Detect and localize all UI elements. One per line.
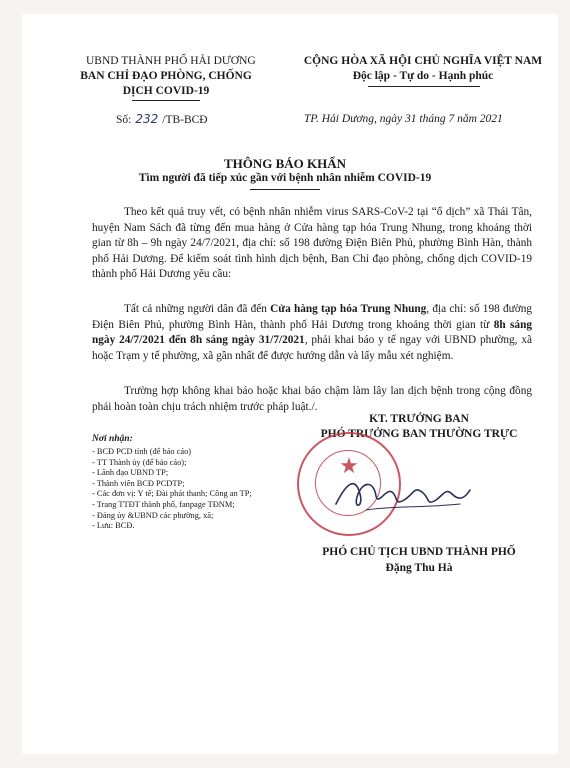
header-right-underline <box>368 86 480 87</box>
recipient-item: - Đảng ủy &UBND các phường, xã; <box>92 510 214 520</box>
recipient-item: - Thành viên BCĐ PCDTP; <box>92 478 185 488</box>
signatory-title: PHÓ TRƯỞNG BAN THƯỜNG TRỰC <box>320 428 518 440</box>
handwritten-signature <box>330 470 490 520</box>
document-number: Số: 232 /TB-BCĐ <box>116 112 208 126</box>
issuing-committee: BAN CHỈ ĐẠO PHÒNG, CHỐNG <box>80 70 252 82</box>
recipient-item: - TT Thành ủy (để báo cáo); <box>92 457 187 467</box>
signatory-name: Đặng Thu Hà <box>385 562 453 574</box>
signatory-position: PHÓ CHỦ TỊCH UBND THÀNH PHỐ <box>322 546 516 558</box>
issuing-committee-line2: DỊCH COVID-19 <box>122 85 210 97</box>
recipient-item: - Trang TTĐT thành phố, fanpage TĐNM; <box>92 499 235 509</box>
recipients-heading: Nơi nhận: <box>92 434 133 444</box>
document-subtitle: Tìm người đã tiếp xúc gần với bệnh nhân nhiễm COVID-19 <box>138 172 432 184</box>
body-paragraph-2: Tất cả những người dân đã đến Cửa hàng tạp hóa Trung Nhung, địa chỉ: số 198 đường Điện Biên Phủ, phường Bình Hàn, thành phố Hải Dương trong khoảng thời gian từ 8h sáng ngày 24/7/2021 đến 8h sáng ngày 31/7/2021, phải khai báo y tế ngay với UBND phường, xã hoặc Trạm y tế phường, xã gần nhất để được hướng dẫn và lấy mẫu xét nghiệm. <box>92 303 533 362</box>
document-title: THÔNG BÁO KHẨN <box>223 156 347 171</box>
country-name: CỘNG HÒA XÃ HỘI CHỦ NGHĨA VIỆT NAM <box>303 55 543 67</box>
title-underline <box>250 189 320 190</box>
place-and-date: TP. Hải Dương, ngày 31 tháng 7 năm 2021 <box>304 113 503 125</box>
recipient-item: - Lưu: BCĐ. <box>92 521 135 531</box>
recipient-item: - Lãnh đạo UBND TP; <box>92 468 169 478</box>
seal-star-icon: ★ <box>339 454 359 479</box>
signatory-role: KT. TRƯỞNG BAN <box>369 413 469 425</box>
recipient-item: - Các đơn vị: Y tế; Đài phát thanh; Công an TP; <box>92 489 252 499</box>
recipients-list <box>92 447 252 532</box>
recipient-item: - BCĐ PCD tỉnh (để báo cáo) <box>92 447 192 456</box>
issuing-authority: UBND THÀNH PHỐ HẢI DƯƠNG <box>86 55 256 67</box>
header-left-underline <box>132 100 200 101</box>
national-motto: Độc lập - Tự do - Hạnh phúc <box>352 70 494 82</box>
body-paragraph-3: Trường hợp không khai báo hoặc khai báo chậm làm lây lan dịch bệnh trong cộng đồng phải hoàn toàn chịu trách nhiệm trước pháp luật./. <box>92 385 532 413</box>
body-paragraph-1: Theo kết quả truy vết, có bệnh nhân nhiễm virus SARS-CoV-2 tại “ổ dịch” xã Thái Tân, huyện Nam Sách đã từng đến mua hàng ở Cửa hàng tạp hóa Trung Nhung, trong khoảng thời gian từ 8h – 9h ngày 24/7/2021, địa chỉ: số 198 đường Điện Biên Phủ, phường Bình Hàn, thành phố Hải Dương. Để kiểm soát tình hình dịch bệnh, Ban Chỉ đạo phòng, chống dịch COVID-19 thành phố Hải Dương yêu cầu: <box>92 206 532 280</box>
